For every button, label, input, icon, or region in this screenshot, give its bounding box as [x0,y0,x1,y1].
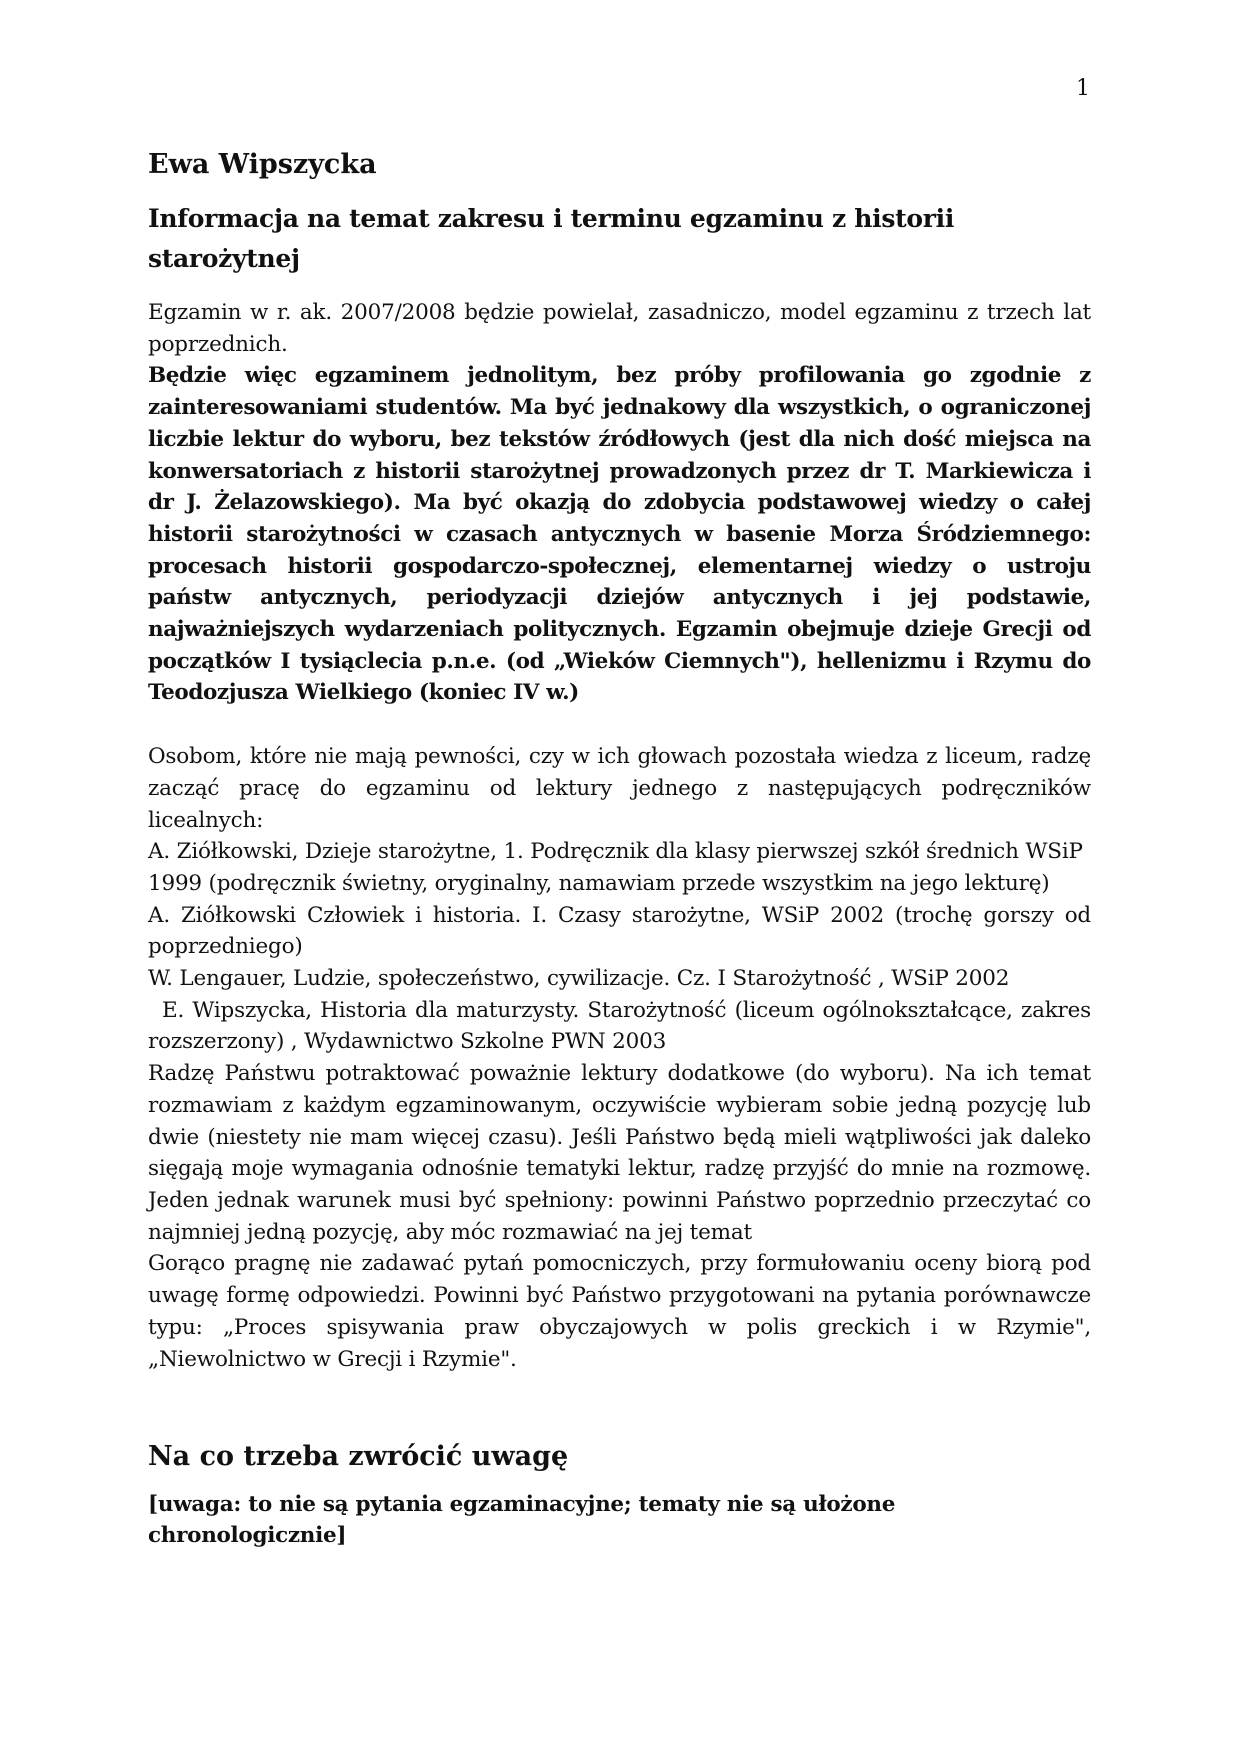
questions-paragraph: Gorąco pragnę nie zadawać pytań pomocniczych, przy formułowaniu oceny biorą pod uwagę formę odpowiedzi. Powinni być Państwo przygotowani na pytania porównawcze typu: „Proces spisywania praw obyczajowych w polis greckich i w Rzymie", „Niewolnictwo w Grecji i Rzymie". [148,1251,1091,1372]
page-number: 1 [1076,76,1090,101]
textbooks-intro-paragraph: Osobom, które nie mają pewności, czy w ich głowach pozostała wiedza z liceum, radzę zacząć pracę do egzaminu od lektury jednego z następujących podręczników licealnych: [148,744,1091,833]
document-title: Informacja na temat zakresu i terminu egzaminu z historii starożytnej [148,204,955,273]
section-note: [uwaga: to nie są pytania egzaminacyjne; tematy nie są ułożone chronologicznie] [148,1492,896,1549]
textbook-item-2: A. Ziółkowski Człowiek i historia. I. Czasy starożytne, WSiP 2002 (trochę gorszy od poprzedniego) [148,902,1091,960]
textbook-item-1: A. Ziółkowski, Dzieje starożytne, 1. Podręcznik dla klasy pierwszej szkół średnich WSiP [148,839,1083,865]
extra-reading-paragraph: Radzę Państwu potraktować poważnie lektury dodatkowe (do wyboru). Na ich temat rozmawiam z każdym egzaminowanym, oczywiście wybieram sobie jedną pozycję lub dwie (niestety nie mam więcej czasu). Jeśli Państwo będą mieli wątpliwości jak daleko sięgają moje wymagania odnośnie tematyki lektur, radzę przyjść do mnie na rozmowę. Jeden jednak warunek musi być spełniony: powinni Państwo poprzednio przeczytać co najmniej jedną pozycję, aby móc rozmawiać na jej temat [148,1061,1091,1245]
textbook-list [148,836,1091,1058]
exam-scope-paragraph: Będzie więc egzaminem jednolitym, bez próby profilowania go zgodnie z zainteresowaniami studentów. Ma być jednakowy dla wszystkich, o ograniczonej liczbie lektur do wyboru, bez tekstów źródłowych (jest dla nich dość miejsca na konwersatoriach z historii starożytnej prowadzonych przez dr T. Markiewicza i dr J. Żelazowskiego). Ma być okazją do zdobycia podstawowej wiedzy o całej historii starożytności w czasach antycznych w basenie Morza Śródziemnego: procesach historii gospodarczo-społecznej, elementarnej wiedzy o ustroju państw antycznych, periodyzacji dziejów antycznych i jej podstawie, najważniejszych wydarzeniach politycznych. Egzamin obejmuje dzieje Grecji od początków I tysiąclecia p.n.e. (od „Wieków Ciemnych"), hellenizmu i Rzymu do Teodozjusza Wielkiego (koniec IV w.) [148,363,1091,706]
paragraph-gap [148,709,1091,741]
textbook-item-3: W. Lengauer, Ludzie, społeczeństwo, cywilizacje. Cz. I Starożytność , WSiP 2002 [148,966,1010,992]
author-name: Ewa Wipszycka [148,149,377,180]
textbook-item-1-continued: 1999 (podręcznik świetny, oryginalny, namawiam przede wszystkim na jego lekturę) [148,870,1050,896]
textbook-item-4: E. Wipszycka, Historia dla maturzysty. Starożytność (liceum ogólnokształcące, zakres rozszerzony) , Wydawnictwo Szkolne PWN 2003 [148,997,1091,1055]
intro-paragraph: Egzamin w r. ak. 2007/2008 będzie powielał, zasadniczo, model egzaminu z trzech lat poprzednich. [148,300,1091,357]
document-body [148,145,1091,1551]
section-heading: Na co trzeba zwrócić uwagę [148,1441,569,1473]
